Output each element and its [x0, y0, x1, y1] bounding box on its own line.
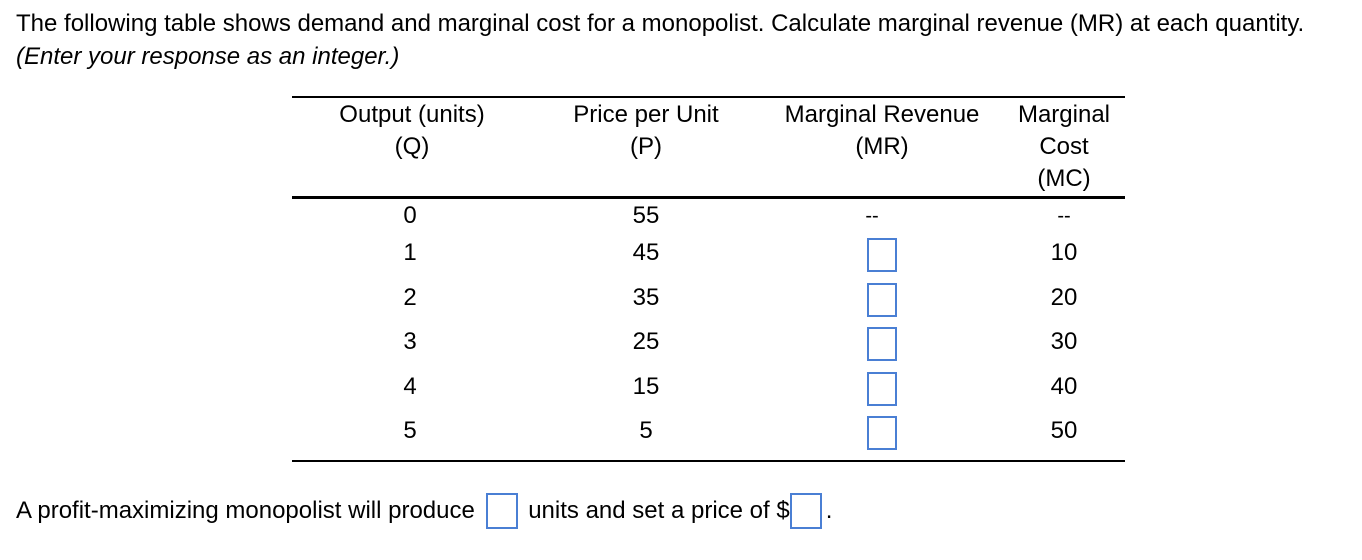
mr-input-q2[interactable] — [867, 283, 897, 317]
answer-text-2: units and set a price of $ — [528, 496, 790, 524]
answer-text-1: A profit-maximizing monopolist will produce — [16, 496, 475, 524]
answer-text-3: . — [825, 496, 833, 524]
cell-mc: 10 — [1050, 239, 1078, 266]
question-text — [16, 7, 1346, 73]
cell-q: 0 — [403, 202, 417, 229]
table-top-rule — [292, 96, 1125, 98]
cell-q: 5 — [403, 417, 417, 444]
header-output-line2: (Q) — [394, 133, 430, 160]
header-output — [312, 99, 512, 163]
cell-mc: 50 — [1050, 417, 1078, 444]
cell-p: 15 — [632, 373, 660, 400]
cell-q: 4 — [403, 373, 417, 400]
table-header-rule — [292, 196, 1125, 199]
answer-sentence — [16, 491, 832, 530]
header-mc — [1004, 99, 1124, 195]
cell-p: 25 — [632, 328, 660, 355]
mr-input-q4[interactable] — [867, 372, 897, 406]
cell-p: 5 — [639, 417, 653, 444]
header-mc-line1: Marginal — [1017, 101, 1111, 128]
header-mc-line3: (MC) — [1037, 165, 1091, 192]
mr-input-q1[interactable] — [867, 238, 897, 272]
quantity-answer-input[interactable] — [486, 493, 518, 529]
table-bottom-rule — [292, 460, 1125, 462]
cell-mc-dash: -- — [1057, 205, 1071, 227]
header-price — [546, 99, 746, 163]
cell-q: 1 — [403, 239, 417, 266]
cell-q: 2 — [403, 284, 417, 311]
cell-mr-dash: -- — [865, 205, 879, 227]
cell-p: 55 — [632, 202, 660, 229]
mr-input-q3[interactable] — [867, 327, 897, 361]
cell-p: 45 — [632, 239, 660, 266]
header-mr-line2: (MR) — [855, 133, 909, 160]
cell-p: 35 — [632, 284, 660, 311]
header-mc-line2: Cost — [1039, 133, 1089, 160]
cell-mc: 20 — [1050, 284, 1078, 311]
cell-q: 3 — [403, 328, 417, 355]
header-output-line1: Output (units) — [339, 101, 485, 128]
cell-mc: 30 — [1050, 328, 1078, 355]
price-answer-input[interactable] — [790, 493, 822, 529]
header-price-line2: (P) — [630, 133, 662, 160]
question-body: The following table shows demand and marginal cost for a monopolist. Calculate marginal revenue (MR) at each quantity. — [16, 10, 1305, 37]
header-mr — [762, 99, 1002, 163]
header-price-line1: Price per Unit — [573, 101, 719, 128]
header-mr-line1: Marginal Revenue — [784, 101, 980, 128]
mr-input-q5[interactable] — [867, 416, 897, 450]
question-instruction: (Enter your response as an integer.) — [16, 43, 400, 70]
cell-mc: 40 — [1050, 373, 1078, 400]
